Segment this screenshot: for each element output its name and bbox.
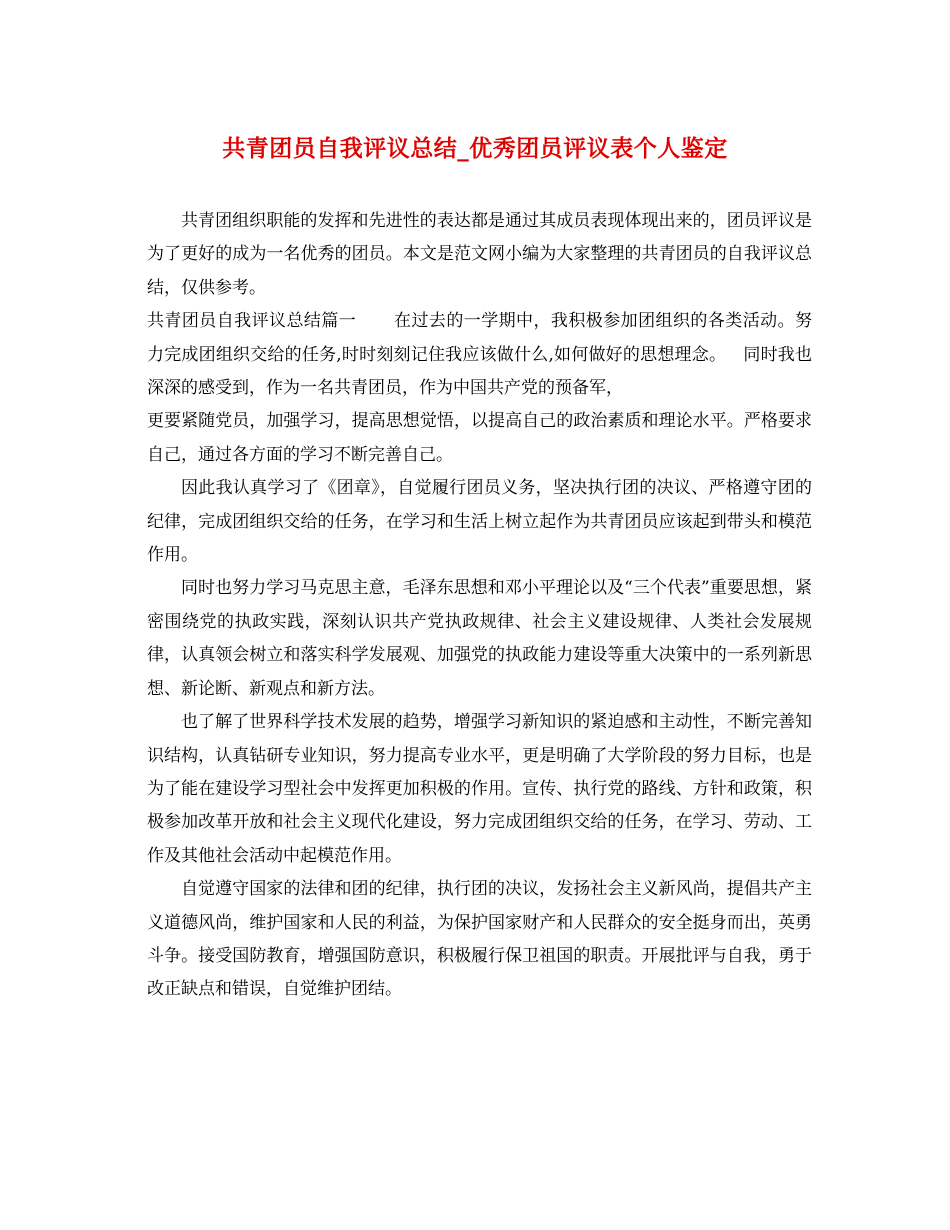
section-heading: 共青团员自我评议总结篇一 [147,311,357,332]
intro-paragraph: 共青团组织职能的发挥和先进性的表达都是通过其成员表现体现出来的，团员评议是为了更好的成为一名优秀的团员。本文是范文网小编为大家整理的共青团员的自我评议总结，仅供参考。 [147,211,812,298]
section-paragraph [147,305,812,472]
section-text-1: 在过去的一学期中，我积极参加团组织的各类活动。努力完成团组织交给的任务,时时刻刻记住我应该做什么,如何做好的思想理念。 [147,311,812,365]
document-title: 共青团员自我评议总结_优秀团员评议表个人鉴定 [222,136,728,162]
section-text-3: 更要紧随党员，加强学习，提高思想觉悟，以提高自己的政治素质和理论水平。严格要求自己，通过各方面的学习不断完善自己。 [147,411,812,465]
body-paragraph-2: 同时也努力学习马克思主意，毛泽东思想和邓小平理论以及“三个代表”重要思想，紧密围绕党的执政实践，深刻认识共产党执政规律、社会主义建设规律、人类社会发展规律，认真领会树立和落实科学发展观、加强党的执政能力建设等重大决策中的一系列新思想、新论断、新观点和新方法。 [147,578,812,699]
body-paragraph-1: 因此我认真学习了《团章》，自觉履行团员义务，坚决执行团的决议、严格遵守团的纪律，完成团组织交给的任务，在学习和生活上树立起作为共青团员应该起到带头和模范作用。 [147,478,812,566]
body-paragraph-4: 自觉遵守国家的法律和团的纪律，执行团的决议，发扬社会主义新风尚，提倡共产主义道德风尚，维护国家和人民的利益，为保护国家财产和人民群众的安全挺身而出，英勇斗争。接受国防教育，增强国防意识，积极履行保卫祖国的职责。开展批评与自我，勇于改正缺点和错误，自觉维护团结。 [147,879,812,1000]
document-body [147,205,812,1007]
body-paragraph-3: 也了解了世界科学技术发展的趋势，增强学习新知识的紧迫感和主动性，不断完善知识结构，认真钻研专业知识，努力提高专业水平，更是明确了大学阶段的努力目标，也是为了能在建设学习型社会中发挥更加积极的作用。宣传、执行党的路线、方针和政策，积极参加改革开放和社会主义现代化建设，努力完成团组织交给的任务，在学习、劳动、工作及其他社会活动中起模范作用。 [147,712,812,866]
section-text-2: 同时我也深深的感受到，作为一名共青团员，作为中国共产党的预备军， [147,344,812,399]
